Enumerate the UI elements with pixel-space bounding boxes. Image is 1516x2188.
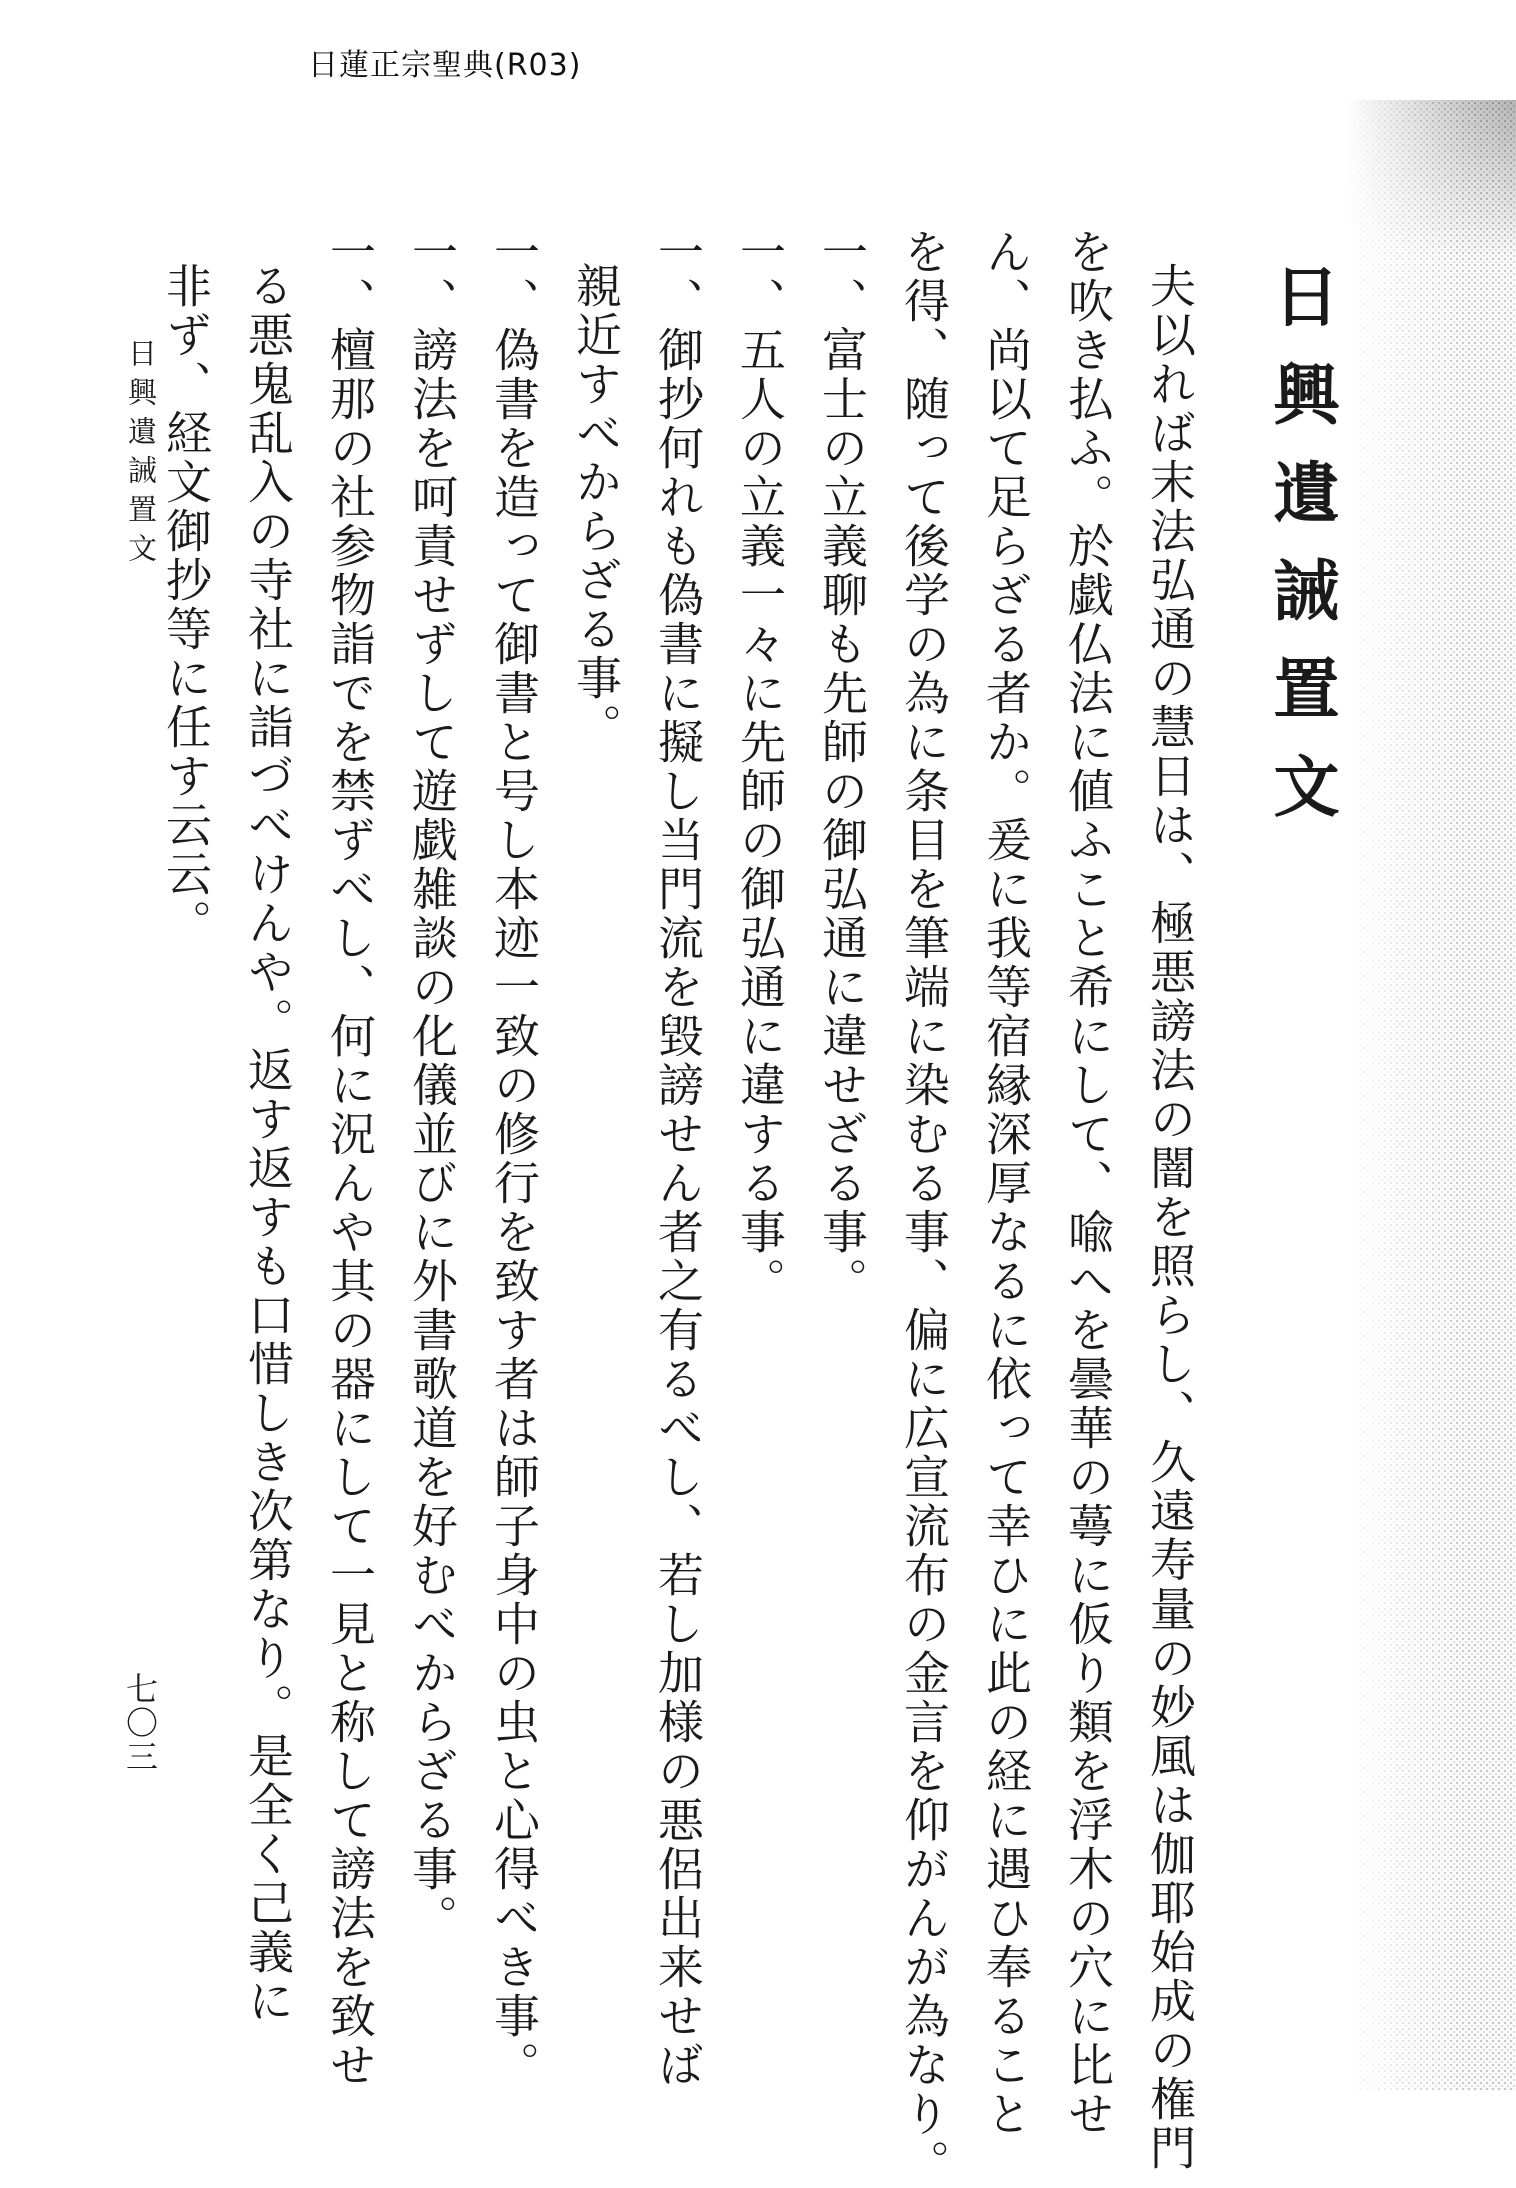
article-item-6-ending: 非ず、経文御抄等に任す云云。 xyxy=(159,262,213,948)
body-line-1: 夫以れば末法弘通の慧日は、極悪謗法の闇を照らし、久遠寿量の妙風は伽耶始成の権門 xyxy=(1143,262,1197,2173)
article-item-2: 一、五人の立義一々に先師の御弘通に違する事。 xyxy=(733,228,787,1306)
article-item-4: 一、偽書を造って御書と号し本迹一致の修行を致す者は師子身中の虫と心得べき事。 xyxy=(487,228,541,2090)
article-item-1: 一、富士の立義聊も先師の御弘通に違せざる事。 xyxy=(815,228,869,1306)
article-item-6: 一、檀那の社参物詣でを禁ずべし、何に況んや其の器にして一見と称して謗法を致せ xyxy=(323,228,377,2090)
scan-edge-shadow-top xyxy=(1346,100,1516,260)
article-item-3: 一、御抄何れも偽書に擬し当門流を毀謗せん者之有るべし、若し加様の悪侶出来せば xyxy=(651,228,705,2090)
document-title: 日興遺誡置文 xyxy=(1262,262,1340,850)
article-item-6-continuation: る悪鬼乱入の寺社に詣づべけんや。返す返すも口惜しき次第なり。是全く己義に xyxy=(241,262,295,2026)
scan-edge-shadow xyxy=(1346,100,1516,2090)
article-item-3-continuation: 親近すべからざる事。 xyxy=(569,262,623,752)
article-item-5: 一、謗法を呵責せずして遊戯雑談の化儀並びに外書歌道を好むべからざる事。 xyxy=(405,228,459,1943)
body-line-2: を吹き払ふ。於戯仏法に値ふこと希にして、喩へを曇華の蕚に仮り類を浮木の穴に比せ xyxy=(1061,228,1115,2139)
running-title: 日興遺誡置文 xyxy=(124,338,158,572)
body-line-3: ん、尚以て足らざる者か。爰に我等宿縁深厚なるに依って幸ひに此の経に遇ひ奉ること xyxy=(979,228,1033,2139)
page-number: 七〇三 xyxy=(121,1672,159,1774)
body-line-4: を得、随って後学の為に条目を筆端に染むる事、偏に広宣流布の金言を仰がんが為なり。 xyxy=(897,228,951,2188)
document-header-label: 日蓮正宗聖典(R03) xyxy=(308,48,582,83)
